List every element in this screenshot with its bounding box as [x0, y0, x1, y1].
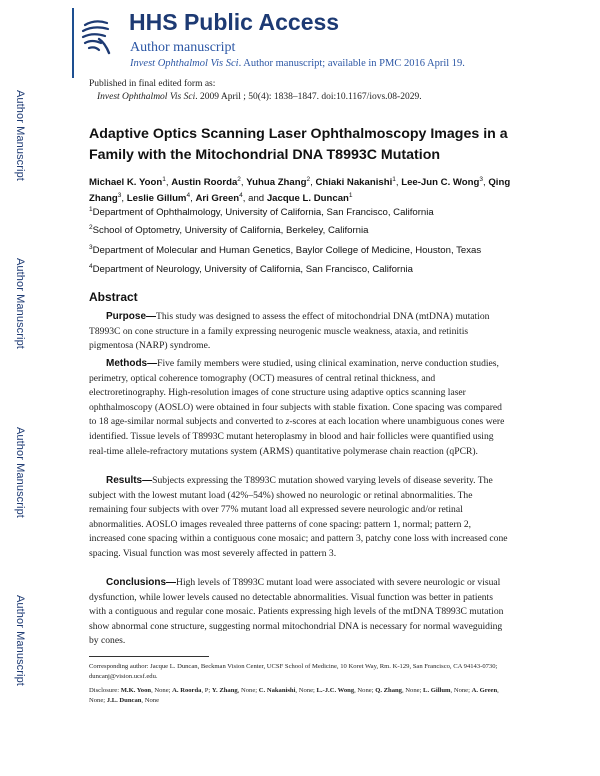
abstract-conclusions: Conclusions—High levels of T8993C mutant load were associated with severe neurologic or visual dysfunction, while lower levels caused no detectable abnormalities. Visual function was better in patients with a contiguous and regular cone mosaic. Patients expressing high levels of the mtDNA T8993C mutation show abnormal cone structure, suggesting normal mitochondrial DNA is necessary for normal waveguiding by cones.	[89, 577, 504, 647]
affiliation: $^4$Department of Neurology, University of California, San Francisco, California	[89, 262, 413, 275]
published-label: Published in final edited form as:	[89, 79, 216, 89]
author: Ari Green$^4$	[195, 191, 243, 204]
author-list: Michael K. Yoon$^1$, Austin Roorda$^2$, Yuhua Zhang$^2$, Chiaki Nakanishi$^1$, Lee-Jun C. Wong$^3$, Qing Zhang$^3$, Leslie Gillum$^4$, Ari Green$^4$, and Jacque L. Duncan$^1$	[89, 175, 511, 204]
side-label-author-manuscript: Author Manuscript	[14, 89, 26, 181]
citation-details: . 2009 April ; 50(4): 1838–1847. doi:10.1167/iovs.08-2029.	[195, 92, 422, 102]
author: Qing Zhang$^3$	[89, 177, 511, 204]
author: Lee-Jun C. Wong$^3$	[401, 175, 483, 188]
side-label-author-manuscript: Author Manuscript	[14, 594, 26, 686]
author: Michael K. Yoon$^1$	[89, 175, 166, 188]
abstract-results: Results—Subjects expressing the T8993C mutation showed varying levels of disease severity. The subject with the lowest mutant load (42%–54%) showed no neurologic or retinal abnormalities. The remaining four subjects with over 77% mutant load all expressed severe neurologic and/or retinal abnormalities. AOSLO images revealed three patterns of cone spacing: pattern 1, normal; pattern 2, increased cone spacing within a contiguous cone mosaic; and pattern 3, patchy cone loss with increased cone spacing. Visual function was most severely affected in pattern 3.	[89, 475, 508, 559]
author: Austin Roorda$^2$	[171, 175, 241, 188]
author: Chiaki Nakanishi$^1$	[315, 175, 396, 188]
article-title: Adaptive Optics Scanning Laser Ophthalmoscopy Images in a Family with the Mitochondrial DNA T8993C Mutation	[89, 126, 508, 163]
hhs-eagle-icon	[79, 17, 113, 57]
side-label-author-manuscript: Author Manuscript	[14, 257, 26, 349]
header-divider	[72, 8, 74, 78]
citation-journal: Invest Ophthalmol Vis Sci	[97, 92, 196, 102]
author-manuscript-label: Author manuscript	[130, 40, 236, 55]
abstract-methods: Methods—Five family members were studied, using clinical examination, nerve conduction studies, perimetry, optical coherence tomography (OCT) measures of central retinal thickness, and electroretinography. High-resolution images of cone structure using adaptive optics scanning laser ophthalmoscopy (AOSLO) were obtained in four subjects with stable fixation. Cone spacing was compared to 18 age-similar normal subjects and converted to z-scores at each location where unambiguous cones were identified. Tissue levels of T8993C mutant heteroplasmy in blood and hair follicles were quantified using real-time allele-refractory mutations system (ARMS) quantitative polymerase chain reaction (qPCR).	[89, 358, 505, 457]
author: Leslie Gillum$^4$	[126, 191, 191, 204]
availability-text: . Author manuscript; available in PMC 2016 April 19.	[238, 58, 465, 69]
citation	[97, 91, 422, 104]
author: Yuhua Zhang$^2$	[246, 175, 311, 188]
abstract-purpose: Purpose—This study was designed to assess the effect of mitochondrial DNA (mtDNA) mutation T8993C on cone structure in a family expressing neurogenic muscle weakness, ataxia, and retinitis pigmentosa (NARP) syndrome.	[89, 311, 490, 352]
journal-availability	[130, 58, 465, 69]
side-label-author-manuscript: Author Manuscript	[14, 426, 26, 518]
footnote-rule	[89, 656, 209, 657]
affiliation: $^1$Department of Ophthalmology, University of California, San Francisco, California	[89, 205, 434, 218]
affiliation: $^2$School of Optometry, University of California, Berkeley, California	[89, 223, 369, 236]
correspondence-note: Corresponding author: Jacque L. Duncan, Beckman Vision Center, UCSF School of Medicine, 10 Koret Way, Rm. K-129, San Francisco, CA 94143-0730; duncanj@vision.ucsf.edu.	[89, 663, 498, 680]
journal-abbrev: Invest Ophthalmol Vis Sci	[130, 58, 239, 69]
affiliation: $^3$Department of Molecular and Human Genetics, Baylor College of Medicine, Houston, Texas	[89, 243, 482, 256]
publication-info	[89, 78, 422, 104]
author: Jacque L. Duncan$^1$	[266, 191, 353, 204]
abstract-heading: Abstract	[89, 290, 138, 304]
hhs-public-access-title: HHS Public Access	[129, 9, 340, 35]
disclosure-note: Disclosure: M.K. Yoon, None; A. Roorda, P; Y. Zhang, None; C. Nakanishi, None; L.-J.C. Wong, None; Q. Zhang, None; L. Gillum, None; A. Green, None; J.L. Duncan, None	[89, 687, 499, 704]
